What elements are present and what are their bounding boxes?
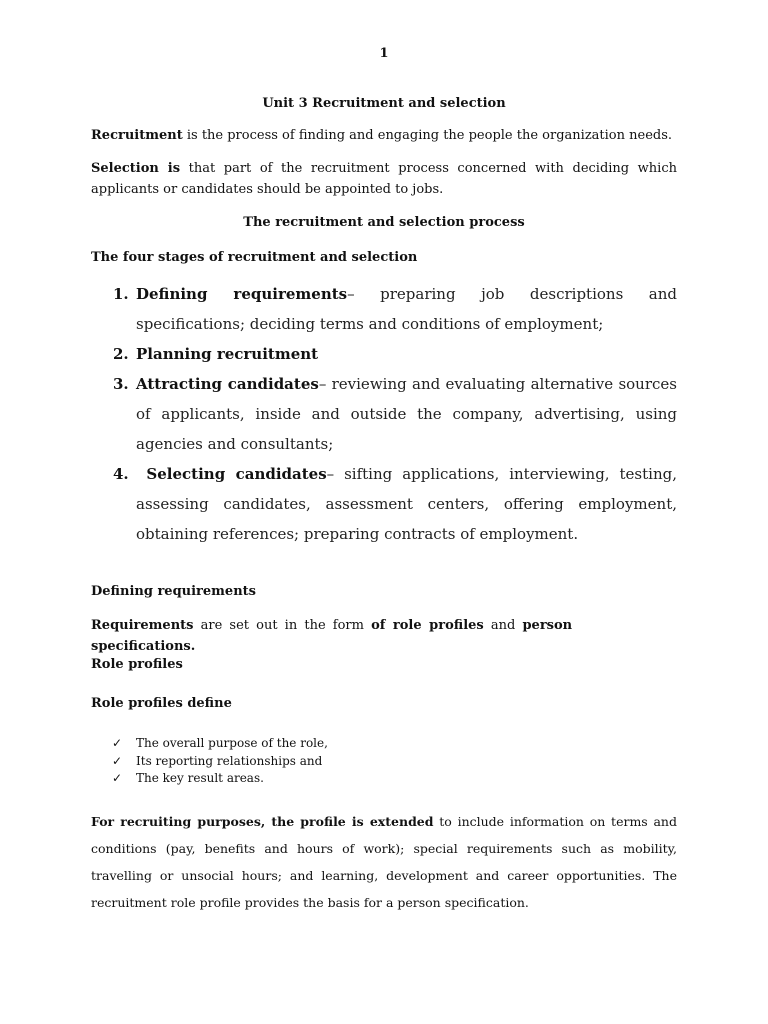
stage-item bbox=[91, 279, 677, 339]
stage-item bbox=[91, 369, 677, 459]
requirements-term: Requirements bbox=[91, 618, 194, 633]
role-profiles-heading: Role profiles bbox=[91, 657, 183, 672]
requirements-paragraph bbox=[91, 615, 677, 657]
extended-text: to include information on terms and conditions (pay, benefits and hours of work); special requirements such as mobility, travelling or unsocial hours; and learning, development and career opportunities. The recruitment role profile provides the basis for a person specification. bbox=[91, 814, 677, 910]
check-icon: ✓ bbox=[112, 771, 123, 785]
defining-requirements-heading: Defining requirements bbox=[91, 584, 256, 599]
process-heading: The recruitment and selection process bbox=[243, 215, 525, 230]
recruitment-definition bbox=[91, 125, 677, 146]
checklist-text: The overall purpose of the role, bbox=[136, 736, 328, 750]
role-profile-checklist bbox=[112, 735, 328, 788]
stage-term: Defining requirements bbox=[136, 285, 348, 303]
checklist-item bbox=[112, 770, 328, 788]
requirements-text-1: are set out in the form bbox=[193, 618, 372, 633]
selection-definition bbox=[91, 158, 677, 200]
stage-number: 3. bbox=[113, 375, 129, 393]
recruitment-text: is the process of finding and engaging the people the organization needs. bbox=[182, 128, 673, 143]
selection-term: Selection is bbox=[91, 161, 181, 176]
stage-item bbox=[91, 459, 677, 549]
checklist-text: The key result areas. bbox=[136, 771, 264, 785]
stage-term: Selecting candidates bbox=[136, 465, 327, 483]
stage-description: – reviewing and evaluating alternative sources of applicants, inside and outside the company, advertising, using agencies and consultants; bbox=[136, 375, 677, 453]
stage-term: Planning recruitment bbox=[136, 345, 319, 363]
page-number: 1 bbox=[379, 46, 389, 61]
person-specifications-term: person specifications. bbox=[91, 618, 573, 654]
stage-number: 2. bbox=[113, 345, 129, 363]
checklist-item bbox=[112, 753, 328, 771]
stage-term: Attracting candidates bbox=[136, 375, 319, 393]
check-icon: ✓ bbox=[112, 736, 123, 750]
stage-description: – sifting applications, interviewing, testing, assessing candidates, assessment centers, offering employment, obtaining references; preparing contracts of employment. bbox=[136, 465, 677, 543]
checklist-text: Its reporting relationships and bbox=[136, 753, 323, 768]
unit-title: Unit 3 Recruitment and selection bbox=[262, 96, 506, 111]
checklist-item bbox=[112, 735, 328, 753]
selection-text: that part of the recruitment process concerned with deciding which applicants or candidates should be appointed to jobs. bbox=[91, 161, 677, 197]
stages-list bbox=[91, 279, 677, 549]
extended-term: For recruiting purposes, the profile is extended bbox=[91, 814, 434, 829]
stage-item bbox=[91, 339, 677, 369]
stage-number: 4. bbox=[113, 465, 129, 483]
stage-number: 1. bbox=[113, 285, 129, 303]
stage-description: – preparing job descriptions and specifications; deciding terms and conditions of employment; bbox=[136, 285, 677, 333]
role-profiles-define-heading: Role profiles define bbox=[91, 696, 232, 711]
requirements-text-2: and bbox=[483, 618, 523, 633]
extended-profile-paragraph bbox=[91, 808, 677, 916]
check-icon: ✓ bbox=[112, 753, 123, 768]
role-profiles-term: of role profiles bbox=[371, 618, 484, 633]
recruitment-term: Recruitment bbox=[91, 128, 183, 143]
stages-heading: The four stages of recruitment and selection bbox=[91, 250, 418, 265]
